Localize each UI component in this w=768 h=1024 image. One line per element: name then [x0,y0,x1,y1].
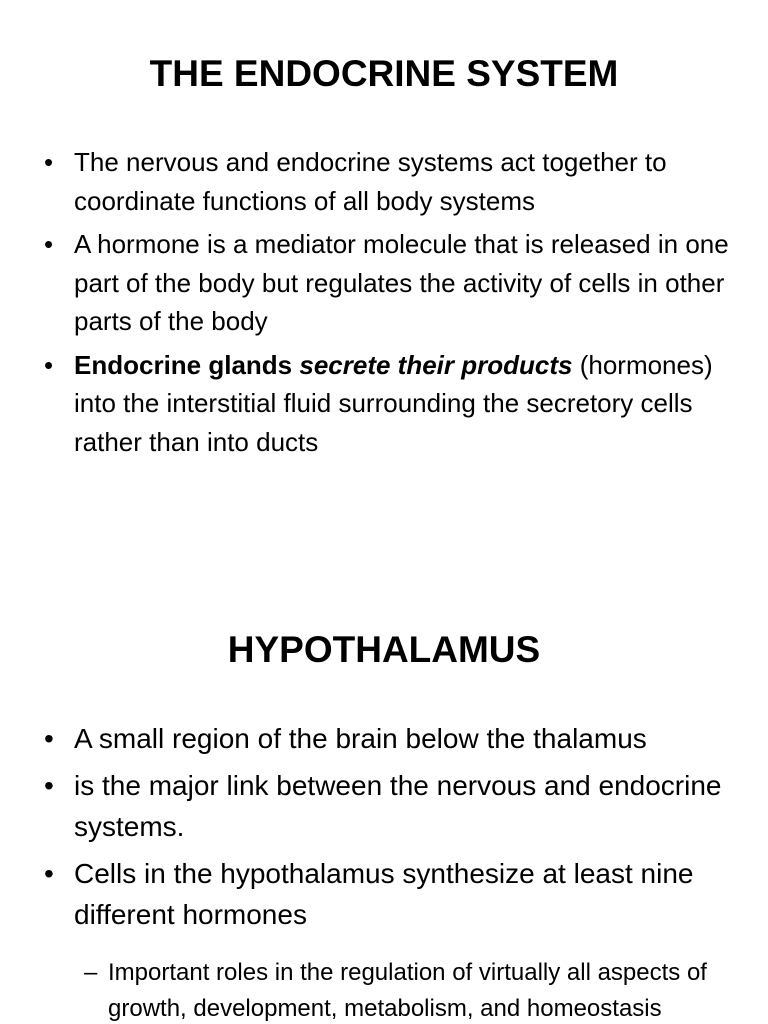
slide-title: HYPOTHALAMUS [227,629,541,670]
bullet-text: A small region of the brain below the thalamus [74,723,647,754]
bullet-item [44,765,734,847]
bullet-bold-italic-text: secrete their products [299,349,573,380]
bullet-item [44,718,734,759]
bullet-item [44,853,734,935]
sub-bullet-item [84,955,714,1024]
sub-bullet-list [84,955,714,1024]
bullet-text: (hormones) into the interstitial fluid surrounding the secretory cells rather than into ducts [74,349,713,457]
bullet-dot-icon: • [44,723,54,754]
bullet-text: The nervous and endocrine systems act together to coordinate functions of all body systems [74,147,667,216]
bullet-list [44,143,734,466]
bullet-item [44,143,734,220]
bullet-item [44,225,734,341]
sub-bullet-text: Important roles in the regulation of virtually all aspects of growth, development, metabolism, and homeostasis [108,959,707,1022]
bullet-dot-icon: • [44,858,54,889]
bullet-text: Cells in the hypothalamus synthesize at least nine different hormones [74,858,694,930]
dash-icon: – [84,959,98,986]
slide-title: THE ENDOCRINE SYSTEM [149,53,619,94]
bullet-dot-icon: • [44,349,54,380]
slide-hypothalamus [0,580,768,1024]
bullet-item [44,346,734,462]
bullet-dot-icon: • [44,229,54,259]
bullet-dot-icon: • [44,770,54,801]
bullet-text: is the major link between the nervous and endocrine systems. [74,770,722,842]
bullet-list [44,718,734,941]
bullet-dot-icon: • [44,147,54,177]
bullet-bold-text: Endocrine glands [74,349,300,380]
bullet-text: A hormone is a mediator molecule that is released in one part of the body but regulates the activity of cells in other parts of the body [74,229,729,336]
